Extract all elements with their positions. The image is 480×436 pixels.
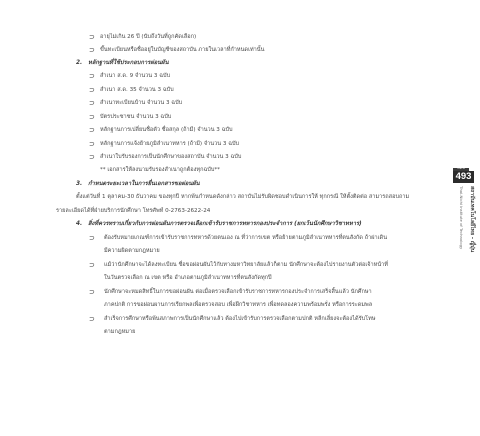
bullet-icon: ⊃ [89, 33, 95, 41]
section-4-title: สิ่งที่ควรทราบเกี่ยวกับการผ่อนผันการตรวจเลือกเข้ารับราชการทหารกองประจำการ (ยกเว้นนักศึกษาวิชาทหาร) [88, 221, 362, 227]
bullet-icon: ⊃ [89, 288, 95, 296]
bullet-icon: ⊃ [89, 46, 95, 54]
requirement-registration: ขึ้นทะเบียนหรือชื่ออยู่ในบัญชีของสถาบัน ภายในเวลาที่กำหนดเท่านั้น [100, 47, 265, 53]
document-item: บัตรประชาชน จำนวน 3 ฉบับ [100, 114, 172, 120]
chapter-tab-label: บทที่ [457, 165, 465, 170]
bullet-icon: ⊃ [89, 72, 95, 80]
running-title: สถาบันเทคโนโลยีไทย - ญี่ปุ่น [469, 186, 475, 253]
section-4-item-line: สำเร็จการศึกษาหรือพ้นสภาพการเป็นนักศึกษาแล้ว ต้องไปเข้ารับการตรวจเลือกตามปกติ หลีกเลี่ยงจะต้องได้รับโทษ [104, 316, 376, 322]
section-4-item-line: ต้องรับหมายเกณฑ์การเข้ารับราชการทหารด้วยตนเอง ณ ที่ว่าการเขต หรือย้ายตามภูมิลำเนาทหารที่ตนสังกัด ถ้าผ่าเดิน [104, 235, 388, 241]
section-3-number: 3. [76, 181, 83, 187]
requirement-age: อายุไม่เกิน 26 ปี (นับถึงวันที่ถูกคัดเลือก) [100, 34, 197, 40]
section-4-item-line: แม้ว่านักศึกษาจะได้ลงทะเบียน ชื่อขอผ่อนผันไว้กับทางมหาวิทยาลัยแล้วก็ตาม นักศึกษาจะต้องไปรายงานตัวต่อเจ้าหน้าที่ [104, 262, 388, 268]
bullet-icon: ⊃ [89, 126, 95, 134]
page-number: 493 [453, 171, 474, 183]
section-4-number: 4. [76, 221, 83, 227]
section-4-item-line: นักศึกษาจะหมดสิทธิ์ในการขอผ่อนผัน ต่อเมื่อตรวจเลือกเข้ารับราชการทหารกองประจำการเสร็จสิ้นแล้ว นักศึกษา [104, 289, 372, 295]
section-4-item-line: ในวันตรวจเลือก ณ เขต หรือ อำเภอตามภูมิลำเนาทหารที่ตนสังกัดทุกปี [104, 275, 272, 281]
document-item: หลักฐานการแจ้งย้ายภูมิลำเนาทหาร (ถ้ามี) จำนวน 3 ฉบับ [100, 141, 240, 147]
running-subtitle: Thai-Nichi Institute of Technology [459, 186, 464, 250]
document-item: สำเนา ส.ด. 9 จำนวน 3 ฉบับ [100, 73, 171, 79]
section-4-item-line: มีความผิดตามกฎหมาย [104, 248, 160, 254]
document-item: สำเนาใบรับรองการเป็นนักศึกษาของสถาบัน จำนวน 3 ฉบับ [100, 154, 242, 160]
bullet-icon: ⊃ [89, 315, 95, 323]
document-item: หลักฐานการเปลี่ยนชื่อตัว ชื่อสกุล (ถ้ามี) จำนวน 3 ฉบับ [100, 127, 233, 133]
section-2-note: ** เอกสารให้ลงนามรับรองสำเนาถูกต้องทุกฉบับ** [100, 167, 220, 173]
section-3-title: กำหนดระยะเวลาในการยื่นเอกสารขอผ่อนผัน [88, 181, 200, 187]
bullet-icon: ⊃ [89, 86, 95, 94]
section-4-item-line: ภาคปกติ การขอผ่อนผานการเรียกพลเพื่อตรวจสอบ เพื่อฝึกวิชาทหาร เพื่อทดลองความพร้อมพรั่ง หรือการระดมพล [104, 302, 373, 308]
section-3-paragraph-line-1: ตั้งแต่วันที่ 1 ตุลาคม-30 ธันวาคม ของทุกปี หากพ้นกำหนดดังกล่าว สถาบันไม่รับผิดชอบดำเนินการให้ ทุกกรณี ให้ตั้งติดต่อ สามารถสอบถาม [76, 194, 410, 200]
document-item: สำเนา ส.ด. 35 จำนวน 3 ฉบับ [100, 87, 174, 93]
section-4-item-line: ตามกฎหมาย [104, 329, 136, 335]
bullet-icon: ⊃ [89, 153, 95, 161]
section-2-number: 2. [76, 60, 83, 66]
bullet-icon: ⊃ [89, 140, 95, 148]
section-3-paragraph-line-2: รายละเอียดได้ที่ฝ่ายบริการนักศึกษา โทรศัพท์ 0-2763-2622-24 [56, 208, 211, 214]
bullet-icon: ⊃ [89, 113, 95, 121]
bullet-icon: ⊃ [89, 261, 95, 269]
bullet-icon: ⊃ [89, 99, 95, 107]
bullet-icon: ⊃ [89, 234, 95, 242]
section-2-title: หลักฐานที่ใช้ประกอบการผ่อนผัน [88, 60, 169, 66]
document-item: สำเนาทะเบียนบ้าน จำนวน 3 ฉบับ [100, 100, 183, 106]
